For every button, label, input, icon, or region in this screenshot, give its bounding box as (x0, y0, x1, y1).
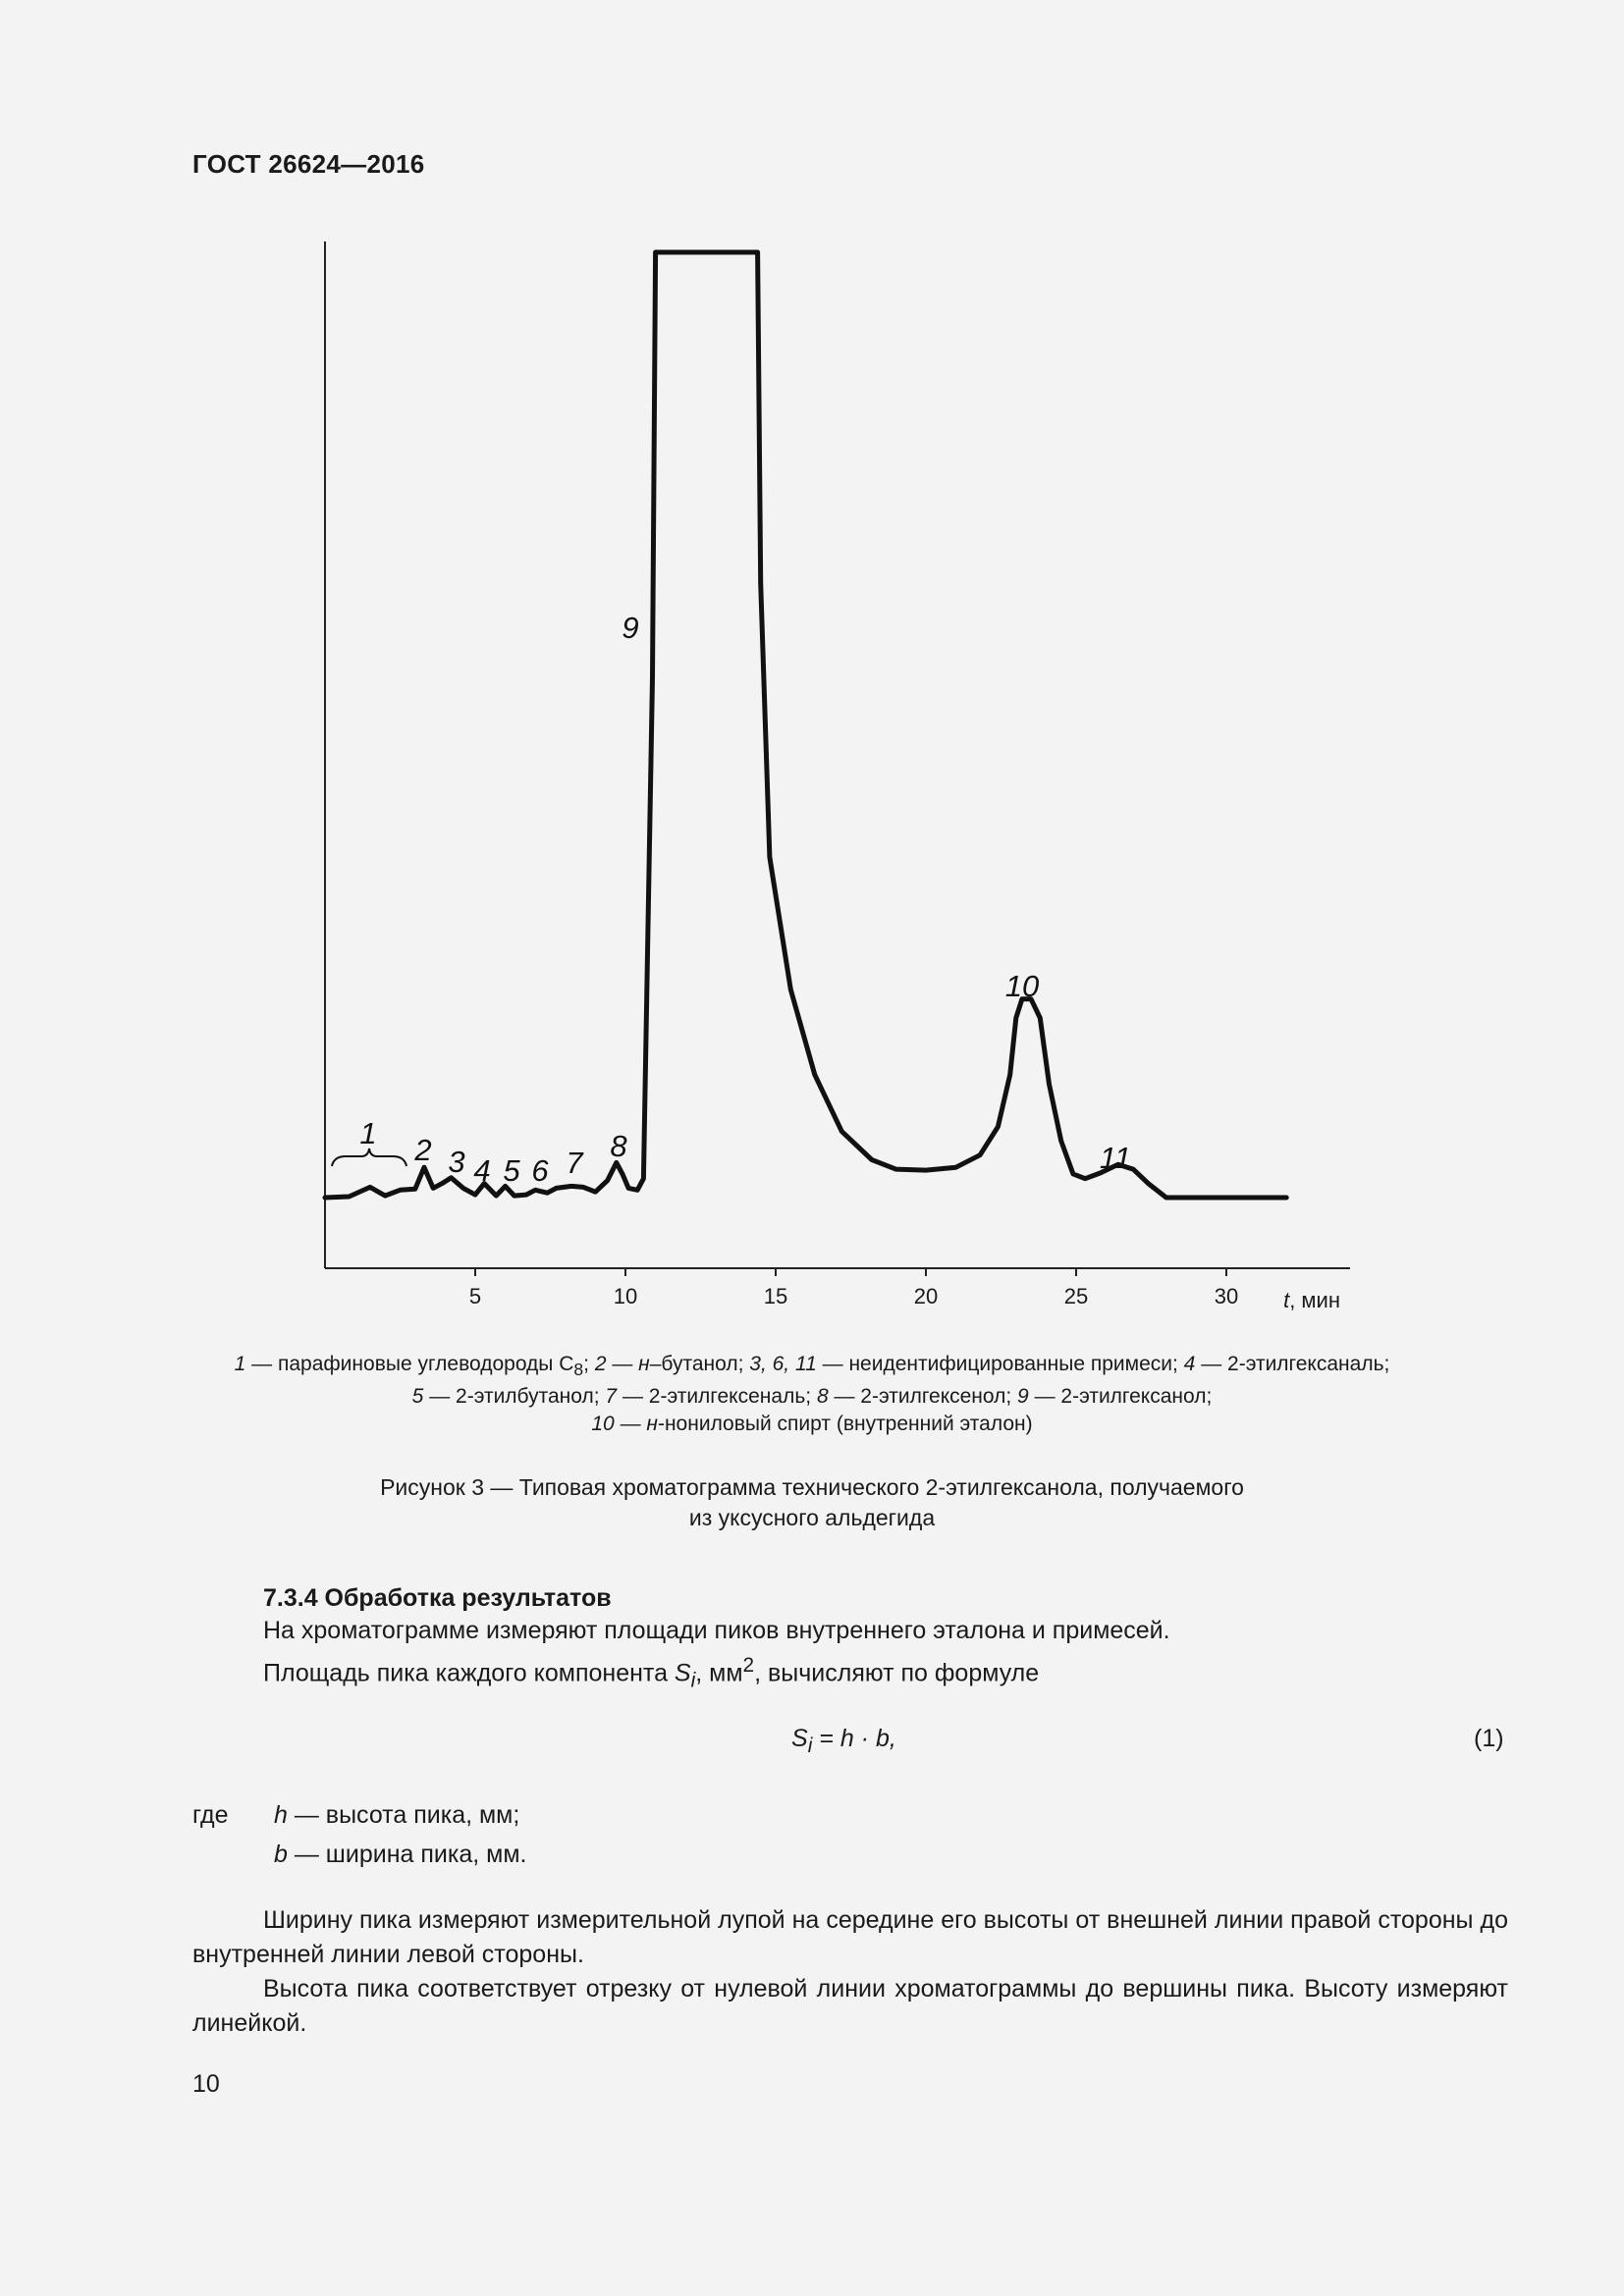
body-paragraph-2: Высота пика соответствует отрезку от нулевой линии хроматограммы до вершины пика. Высоту измеряют линейкой. (192, 1975, 1508, 2037)
section-title: 7.3.4 Обработка результатов (263, 1584, 612, 1612)
x-tick-label: 5 (468, 1284, 482, 1308)
definition-h: h — высота пика, мм; (274, 1801, 520, 1829)
paragraph-2: Площадь пика каждого компонента $S_i$, $мм^2$, вычисляют по формуле (263, 1654, 1040, 1692)
chart-axes (325, 241, 1350, 1268)
peak-label-5: 5 (503, 1153, 520, 1188)
x-tick-label: 15 (763, 1284, 788, 1308)
peak-label-6: 6 (531, 1153, 549, 1188)
where-label: где (192, 1801, 229, 1829)
peak-label-3: 3 (448, 1145, 465, 1179)
peak-label-8: 8 (610, 1129, 627, 1163)
x-tick-label: 30 (1214, 1284, 1239, 1308)
chromatogram-curve-layer (325, 252, 1286, 1198)
x-axis-ticks (469, 1268, 1340, 1312)
legend-line-1: 1 — парафиновые углеводороды $С_8$; 2 — н–бутанол; 3, 6, 11 — неидентифицированные примеси; 4 — 2-этилгексаналь; (234, 1353, 1390, 1380)
figure-caption (147, 1472, 1477, 1533)
formula: $S_i = h \cdot b$, (791, 1725, 896, 1757)
document-header: ГОСТ 26624—2016 (192, 149, 425, 179)
peak-label-9: 9 (622, 611, 639, 645)
legend-line-2: 5 — 2-этилбутанол; 7 — 2-этилгексеналь; 8 — 2-этилгексенол; 9 — 2-этилгексанол; (411, 1385, 1213, 1409)
x-tick-label: 10 (613, 1284, 638, 1308)
formula-number: (1) (1474, 1725, 1504, 1752)
definition-b: b — ширина пика, мм. (274, 1841, 527, 1868)
body-paragraph-1: Ширину пика измеряют измерительной лупой на середине его высоты от внешней линии правой стороны до внутренней линии левой стороны. (192, 1906, 1508, 1968)
peak-label-7: 7 (566, 1146, 583, 1180)
peak-label-4: 4 (473, 1153, 491, 1188)
peak-label-1: 1 (359, 1116, 377, 1150)
figure-legend (147, 1351, 1477, 1438)
x-tick-label: 25 (1063, 1284, 1089, 1308)
caption-line-2: из уксусного альдегида (688, 1505, 936, 1530)
page-number: 10 (192, 2070, 220, 2098)
peak-labels (332, 611, 1131, 1188)
peak-1-brace (332, 1148, 406, 1166)
peak-label-11: 11 (1099, 1141, 1132, 1175)
caption-line-1: Рисунок 3 — Типовая хроматограмма технического 2-этилгексанола, получаемого (380, 1474, 1244, 1500)
x-tick-label: 20 (913, 1284, 939, 1308)
x-axis-label: t, мин (1283, 1288, 1340, 1312)
legend-line-3: 10 — н-нониловый спирт (внутренний эталон) (591, 1413, 1033, 1436)
paragraph-1: На хроматограмме измеряют площади пиков внутреннего эталона и примесей. (263, 1617, 1170, 1644)
peak-label-10: 10 (1004, 969, 1040, 1003)
chromatogram-line (325, 252, 1286, 1198)
peak-label-2: 2 (414, 1133, 432, 1167)
